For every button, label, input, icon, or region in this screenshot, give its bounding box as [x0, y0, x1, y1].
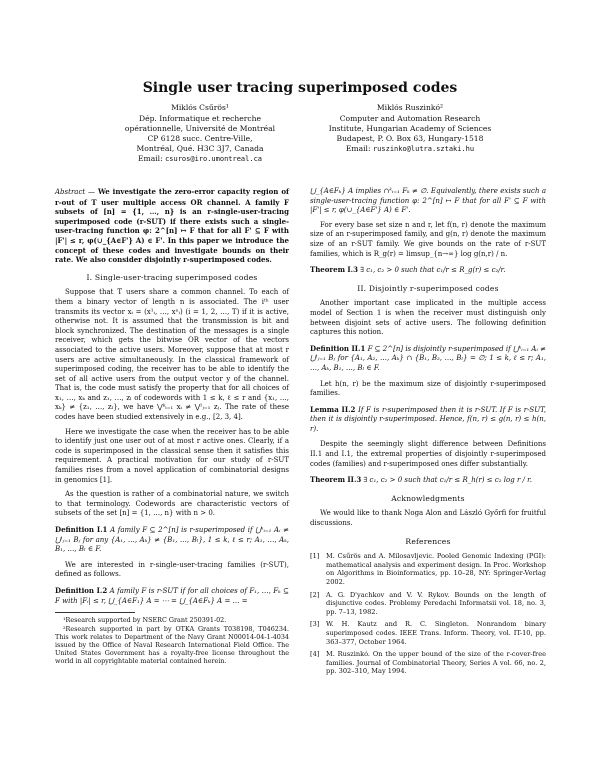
affiliation-line: Budapest, P. O. Box 63, Hungary-1518 — [336, 134, 484, 143]
theorem-body: ∃ c₁, c₂ > 0 such that c₁/r ≤ R_g(r) ≤ c₂/r. — [360, 266, 506, 275]
reference-item — [310, 650, 546, 676]
reference-text: A. G. D'yachkov and V. V. Rykov. Bounds on the length of disjunctive codes. Problemy Peredachi Informatsii vol. 18, no. 3, pp. 7–13, 1982. — [326, 590, 546, 616]
paper-title: Single user tracing superimposed codes — [142, 80, 458, 96]
lemma-2-2 — [310, 405, 546, 435]
body-paragraph: For every base set size n and r, let f(n, r) denote the maximum size of an r-superimposed family, and g(n, r) denote the maximum size of an r-SUT family. We give bounds on the rate of r-SUT families, which is R_g(r) = limsup_{n→∞} log g(n,r) / n. — [310, 220, 546, 258]
affiliation-line: Computer and Automation Research — [339, 114, 481, 123]
body-paragraph: As the question is rather of a combinatorial nature, we switch to that terminology. Codewords are characteristic vectors of subsets of the set [n] = {1, …, n} with n > 0. — [55, 490, 289, 518]
email-address[interactable]: ruszinko@lutra.sztaki.hu — [372, 145, 475, 153]
reference-item — [310, 591, 546, 617]
email-label: Email: — [137, 154, 163, 163]
theorem-body: ∃ c₁, c₂ > 0 such that c₁/r ≤ R_h(r) ≤ c₂ log r / r. — [363, 476, 532, 485]
definition-1-2 — [55, 586, 289, 606]
definition-2-1 — [310, 344, 546, 374]
reference-text: M. Csűrös and A. Milosavljevic. Pooled Genomic Indexing (PGI): mathematical analysis and experiment design. In Proc. Workshop on Algorithms in Bioinformatics, pp. 10–28, NY: Springer-Verlag 2002. — [326, 552, 546, 586]
body-paragraph: Another important case implicated in the multiple access model of Section 1 is when the receiver must distinguish only between disjoint sets of active users. The following definition captures this notion. — [310, 299, 546, 337]
body-paragraph: ⋃_{A∈Fₖ} A implies ∩ᵏᵢ₌₁ Fₖ ≠ ∅. Equivalently, there exists such a single-user-tracing function φ: 2^[n] ↦ F that for all F' ⊆ F with |F'| ≤ r, φ(∪_{A∈F'} A) ∈ F'. — [310, 187, 546, 215]
footnote-rule — [55, 612, 135, 613]
reference-list — [310, 552, 546, 676]
body-paragraph: We are interested in r-single-user-tracing families (r-SUT), defined as follows. — [55, 560, 289, 579]
affiliation-line: Dép. Informatique et recherche — [138, 114, 262, 123]
abstract-text: We investigate the zero-error capacity region of r-out of T user multiple access OR channel. A family F subsets of [n] = {1, …, n} is an r-single-user-tracing superimposed code (r-SUT) if there exists such a single-user-tracing function φ: 2^[n] ↦ F that for all F' ⊆ F with |F'| ≤ r, φ(∪_{A∈F'} A) ∈ F'. In this paper we introduce the concept of these codes and investigate bounds on their rate. We also consider disjointly r-superimposed codes. — [55, 187, 290, 265]
definition-body: A family F ⊆ 2^[n] is r-superimposed if ⋃ᵏᵢ₌₁ Aᵢ ≠ ⋃ˡⱼ₌₁ Bⱼ for any {A₁, …, Aₖ} ≠ {B₁, …, Bₗ}, 1 ≤ k, ℓ ≤ r; A₁, …, Aₖ, B₁, …, Bₗ ∈ F. — [55, 526, 289, 554]
body-paragraph: Here we investigate the case when the receiver has to be able to identify just one user out of at most r active ones. Clearly, if a code is superimposed in the classical sense then it satisfies this requirement. A practical motivation for our study of r-SUT families rises from a novel application of combinatorial designs in genomics [1]. — [55, 427, 289, 484]
theorem-2-3 — [310, 475, 546, 486]
email-label: Email: — [345, 144, 371, 153]
definition-head: Definition I.1 — [55, 525, 108, 534]
reference-item — [310, 552, 546, 586]
right-column — [310, 187, 546, 680]
body-paragraph: Suppose that T users share a common channel. To each of them a binary vector of length n is associated. The iᵗʰ user transmits its vector xᵢ = (x¹ᵢ, …, xⁿᵢ) (i = 1, 2, …, T) if it is active, otherwise not. It is assumed that the transmission is bit and block synchronized. The destination of the messages is a single receiver, which gets the bitwise OR vector of the vectors associated to the active users. Moreover, suppose that at most r users are active simultaneously. In the classical framework of superimposed coding, the receiver has to be able to identify the set of all active users from the output vector y of the channel. That is, the code must satisfy the property that for all choices of x₁, …, xₖ and z₁, …, zₗ of codewords with 1 ≤ k, ℓ ≤ r and {x₁, …, xₖ} ≠ {z₁, …, zₗ}, we have ⋁ᵏᵢ₌₁ xᵢ ≠ ⋁ˡⱼ₌₁ zⱼ. The rate of these codes have been studied extensively in e.g., [2, 3, 4]. — [55, 288, 289, 422]
author-block-1 — [110, 103, 290, 164]
theorem-1-3 — [310, 265, 546, 276]
definition-1-1 — [55, 525, 289, 555]
author-name: Miklós Csűrös¹ — [171, 103, 229, 112]
theorem-head: Theorem II.3 — [310, 475, 362, 485]
abstract — [55, 187, 289, 265]
footnote: ²Research supported in part by OTKA Grants T038198, T046234. This work relates to Department of the Navy Grant N00014-04-1-4034 issued by the Office of Naval Research International Field Office. The United States Government has a royalty-free license throughout the world in all copyrightable material contained herein. — [55, 625, 289, 666]
reference-text: M. Ruszinkó. On the upper bound of the size of the r-cover-free families. Journal of Combinatorial Theory, Series A vol. 66, no. 2, pp. 302–310, May 1994. — [326, 650, 546, 676]
reference-text: W. H. Kautz and R. C. Singleton. Nonrandom binary superimposed codes. IEEE Trans. Inform. Theory, vol. IT-10, pp. 363–377, October 1964. — [326, 620, 546, 646]
reference-item — [310, 620, 546, 646]
definition-head: Definition II.1 — [310, 343, 366, 353]
reference-number: [1] — [310, 552, 320, 561]
acknowledgments-text: We would like to thank Noga Alon and László Győrfi for fruitful discussions. — [310, 509, 546, 528]
affiliation-line: Montréal, Qué. H3C 3J7, Canada — [136, 144, 264, 153]
author-email — [310, 144, 510, 154]
left-column — [55, 187, 289, 666]
theorem-head: Theorem I.3 — [310, 265, 358, 275]
definition-body: F ⊆ 2^[n] is disjointly r-superimposed if ⋃ᵏᵢ₌₁ Aᵢ ≠ ⋃ˡⱼ₌₁ Bⱼ for {A₁, A₂, …, Aₖ} ∩ {B₁, B₂, …, Bₗ} = ∅; 1 ≤ k, ℓ ≤ r; A₁, …, Aₖ, B₁, …, Bₗ ∈ F. — [310, 344, 546, 372]
reference-number: [2] — [310, 590, 320, 599]
footnotes — [55, 616, 289, 665]
section-heading-1: I. Single-user-tracing superimposed codes — [86, 272, 258, 282]
author-block-2 — [310, 103, 510, 154]
body-paragraph: Let h(n, r) be the maximum size of disjointly r-superimposed families. — [310, 379, 546, 398]
author-email — [110, 154, 290, 164]
section-heading-2: II. Disjointly r-superimposed codes — [357, 283, 499, 293]
reference-number: [4] — [310, 650, 320, 659]
abstract-lead: Abstract — — [55, 188, 95, 196]
definition-head: Definition I.2 — [55, 585, 108, 595]
author-name: Miklós Ruszinkó² — [376, 103, 444, 112]
affiliation-line: Institute, Hungarian Academy of Sciences — [328, 124, 492, 133]
body-paragraph: Despite the seemingly slight difference between Definitions II.1 and I.1, the extremal properties of disjointly r-superimposed codes (families) and r-superimposed ones differ substantially. — [310, 440, 546, 468]
lemma-body: If F is r-superimposed then it is r-SUT. If F is r-SUT, then it is disjointly r-superimposed. Hence, f(n, r) ≤ g(n, r) ≤ h(n, r). — [310, 405, 546, 433]
affiliation-line: CP 6128 succ. Centre-Ville, — [147, 134, 253, 143]
reference-number: [3] — [310, 620, 320, 629]
acknowledgments-heading: Acknowledgments — [391, 493, 465, 503]
references-heading: References — [405, 536, 451, 546]
footnote: ¹Research supported by NSERC Grant 250391-02. — [63, 616, 227, 625]
email-address[interactable]: csuros@iro.umontreal.ca — [165, 155, 263, 163]
lemma-head: Lemma II.2 — [310, 404, 356, 414]
affiliation-line: opérationnelle, Université de Montréal — [124, 124, 276, 133]
definition-body: A family F is r-SUT if for all choices of F₁, …, Fₖ ⊆ F with |Fᵢ| ≤ r, ⋃_{A∈F₁} A = ⋯ = ⋃_{A∈Fₖ} A = … = — [55, 586, 289, 605]
